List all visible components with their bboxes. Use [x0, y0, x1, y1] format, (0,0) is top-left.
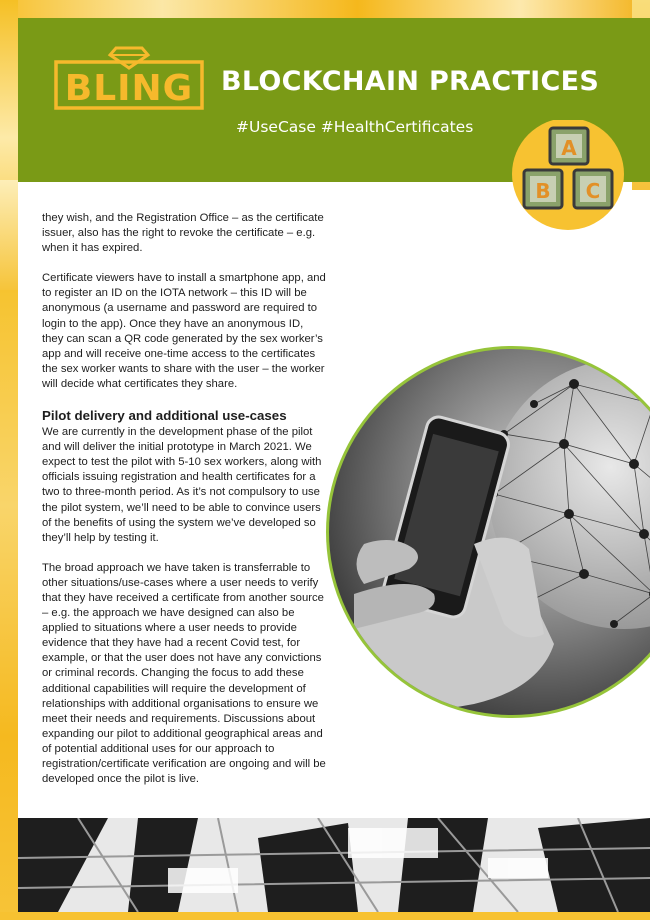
- badge-letter-b: B: [535, 179, 551, 203]
- bling-logo: [54, 46, 204, 110]
- paragraph-3: We are currently in the development phase of the pilot and will deliver the initial prototype in March 2021. We expect to test the pilot with 5-10 sex workers, along with officials issuing registration and health certificates for a two to three-month period. As it’s not compulsory to use the pilot system, we’ll need to be able to convince users of the benefits of using the system we’ve developed so they’ll help by testing it.: [42, 426, 322, 544]
- bottom-decorative-border: [0, 912, 650, 920]
- section-heading: Pilot delivery and additional use-cases: [42, 408, 287, 424]
- badge-letter-a: A: [561, 136, 577, 160]
- abc-blocks-icon: [510, 120, 626, 230]
- paragraph-1: they wish, and the Registration Office – as the certificate issuer, also has the right to revoke the certificate – e.g. when it has expired.: [42, 212, 324, 255]
- hashtags: #UseCase #HealthCertificates: [236, 118, 474, 136]
- top-decorative-border: [0, 0, 650, 18]
- bling-logo-text: BLING: [64, 68, 194, 109]
- badge-letter-c: C: [585, 179, 601, 203]
- phone-network-globe-icon: [324, 344, 650, 720]
- left-decorative-border: [0, 0, 18, 920]
- article-body: [42, 211, 327, 802]
- architecture-photo-icon: [18, 818, 650, 912]
- left-decorative-notch: [0, 180, 18, 290]
- paragraph-4: The broad approach we have taken is transferrable to other situations/use-cases where a user needs to verify that they have received a certificate from another source – e.g. the approach we have designed can also be applied to situations where a user needs to provide evidence that they have had a recent Covid test, for example, or that the user does not have any convictions or criminal records. Changing the focus to add these additional capabilities will require the development of relationships with additional organisations to ensure we meet their needs and requirements. Discussions about expanding our pilot to additional geographical areas and of potential additional uses for our approach to registration/certificate verification are ongoing and will be developed once the pilot is live.: [42, 561, 326, 786]
- paragraph-2: Certificate viewers have to install a smartphone app, and to register an ID on the IOTA network – this ID will be anonymous (a username and password are required to login to the app). Once they have an anonymous ID, they can scan a QR code generated by the sex worker’s app and will receive one-time access to the certificates the sex worker wants to share with the user – the worker will decide what certificates they share.: [42, 272, 326, 390]
- page-title: BLOCKCHAIN PRACTICES: [221, 66, 600, 97]
